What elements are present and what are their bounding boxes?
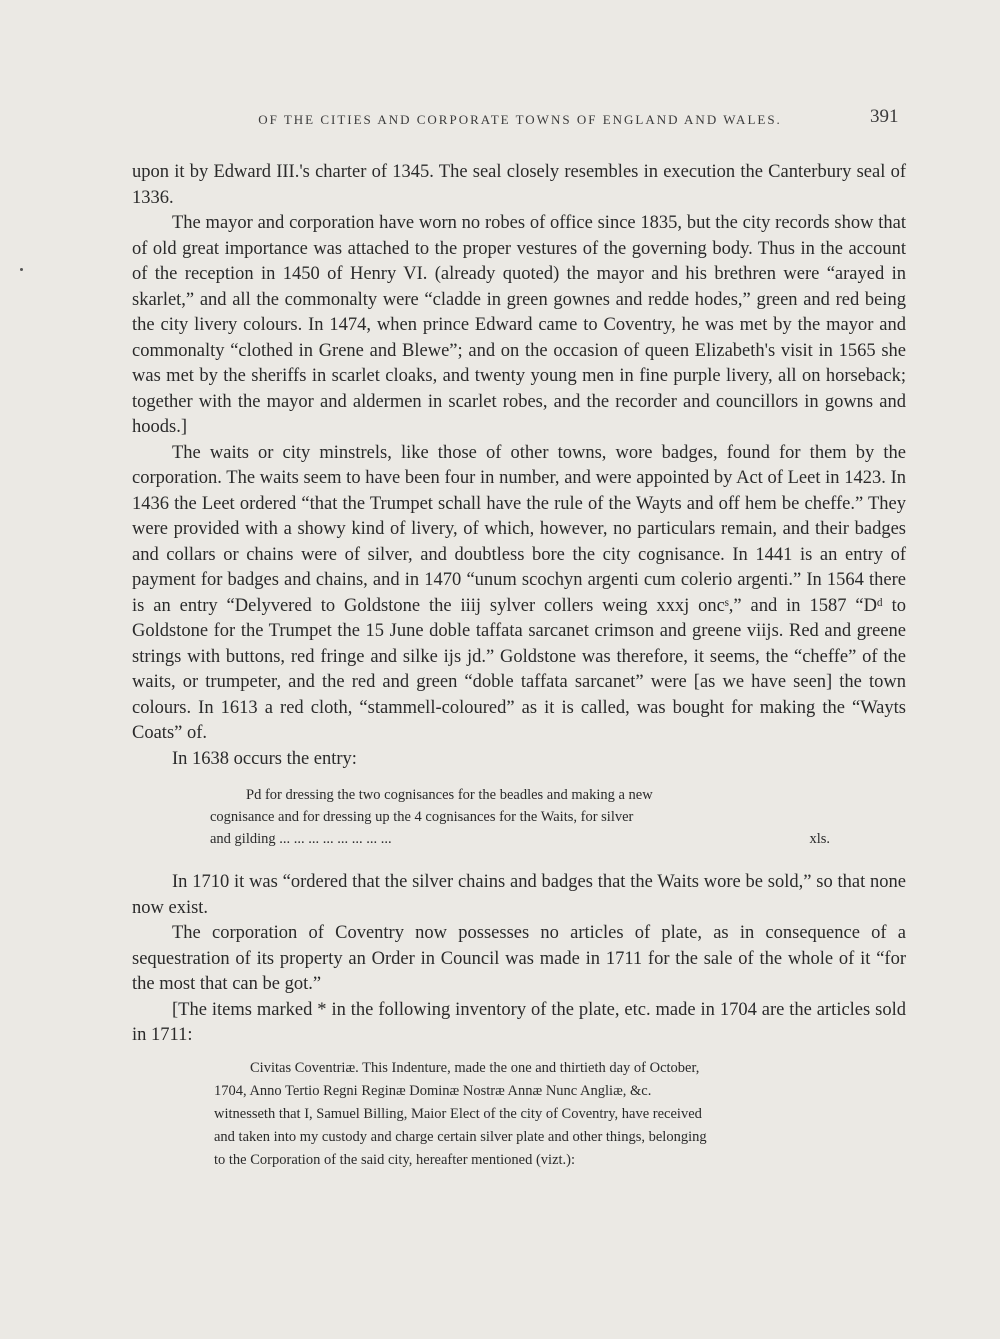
paragraph-5: In 1710 it was “ordered that the silver chains and badges that the Waits wore be sold,” so that none now exist. [132, 872, 906, 918]
margin-dot [20, 268, 23, 271]
running-head: OF THE CITIES AND CORPORATE TOWNS OF ENGLAND AND WALES. [258, 112, 782, 127]
extract-1638 [210, 784, 830, 850]
extract-1704-line-4: and taken into my custody and charge certain silver plate and other things, belonging [214, 1128, 707, 1145]
extract-1638-line-2: cognisance and for dressing up the 4 cognisances for the Waits, for silver [210, 809, 634, 825]
paragraph-7: [The items marked * in the following inventory of the plate, etc. made in 1704 are the articles sold in 1711: [132, 999, 906, 1045]
paragraph-1: upon it by Edward III.'s charter of 1345. The seal closely resembles in execution the Canterbury seal of 1336. [132, 162, 906, 208]
extract-1704-indenture [214, 1057, 834, 1172]
extract-1704-line-2: 1704, Anno Tertio Regni Reginæ Dominæ Nostræ Annæ Nunc Angliæ, &c. [214, 1082, 652, 1099]
paragraph-2: The mayor and corporation have worn no robes of office since 1835, but the city records show that of old great importance was attached to the proper vestures of the governing body. Thus in the account of the reception in 1450 of Henry VI. (already quoted) the mayor and his brethren were “arayed in skarlet,” and all the commonalty were “cladde in green gownes and redde hodes,” green and red being the city livery colours. In 1474, when prince Edward came to Coventry, he was met by the mayor and commonalty “clothed in Grene and Blewe”; and on the occasion of queen Elizabeth's visit in 1565 she was met by the sheriffs in scarlet cloaks, and twenty young men in fine purple livery, all on horseback; together with the mayor and aldermen in scarlet robes, and the recorder and councillors in gowns and hoods.] [132, 213, 906, 437]
paragraph-4: In 1638 occurs the entry: [172, 748, 357, 769]
extract-1704-line-5: to the Corporation of the said city, hereafter mentioned (vizt.): [214, 1151, 576, 1168]
extract-1638-line-1: Pd for dressing the two cognisances for the beadles and making a new [246, 787, 653, 803]
paragraph-3: The waits or city minstrels, like those of other towns, wore badges, found for them by the corporation. The waits seem to have been four in number, and were appointed by Act of Leet in 1423. In 1436 the Leet ordered “that the Trumpet schall have the rule of the Wayts and off hem be cheffe.” They were provided with a showy kind of livery, of which, however, no particulars remain, and their badges and collars or chains were of silver, and doubtless bore the city cognisance. In 1441 is an entry of payment for badges and chains, and in 1470 “unum scochyn argenti cum colerio argenti.” In 1564 there is an entry “Delyvered to Goldstone the iiij sylver collers weing xxxj oncˢ,” and in 1587 “Dᵈ to Goldstone for the Trumpet the 15 June doble taffata sarcanet crimson and greene viijs. Red and greene strings with buttons, red fringe and silke ijs jd.” Goldstone was therefore, it seems, the “cheffe” of the waits, or trumpeter, and the red and green “doble taffata sarcanet” were [as we have seen] the town colours. In 1613 a red cloth, “stammell-coloured” as it is called, was bought for making the “Wayts Coats” of. [132, 442, 906, 743]
extract-1704-line-3: witnesseth that I, Samuel Billing, Maior Elect of the city of Coventry, have received [214, 1105, 702, 1122]
extract-1638-row [210, 828, 830, 850]
paragraph-6: The corporation of Coventry now possesses no articles of plate, as in consequence of a sequestration of its property an Order in Council was made in 1711 for the sale of the whole of it “for the most that can be got.” [132, 923, 906, 994]
extract-1704-line-1: Civitas Coventriæ. This Indenture, made the one and thirtieth day of October, [250, 1059, 700, 1076]
extract-1638-amount: xls. [809, 831, 830, 847]
page-number: 391 [870, 106, 899, 127]
extract-1638-line-3: and gilding ... ... ... ... ... ... ... ... [210, 831, 392, 847]
body-text [132, 160, 906, 1172]
